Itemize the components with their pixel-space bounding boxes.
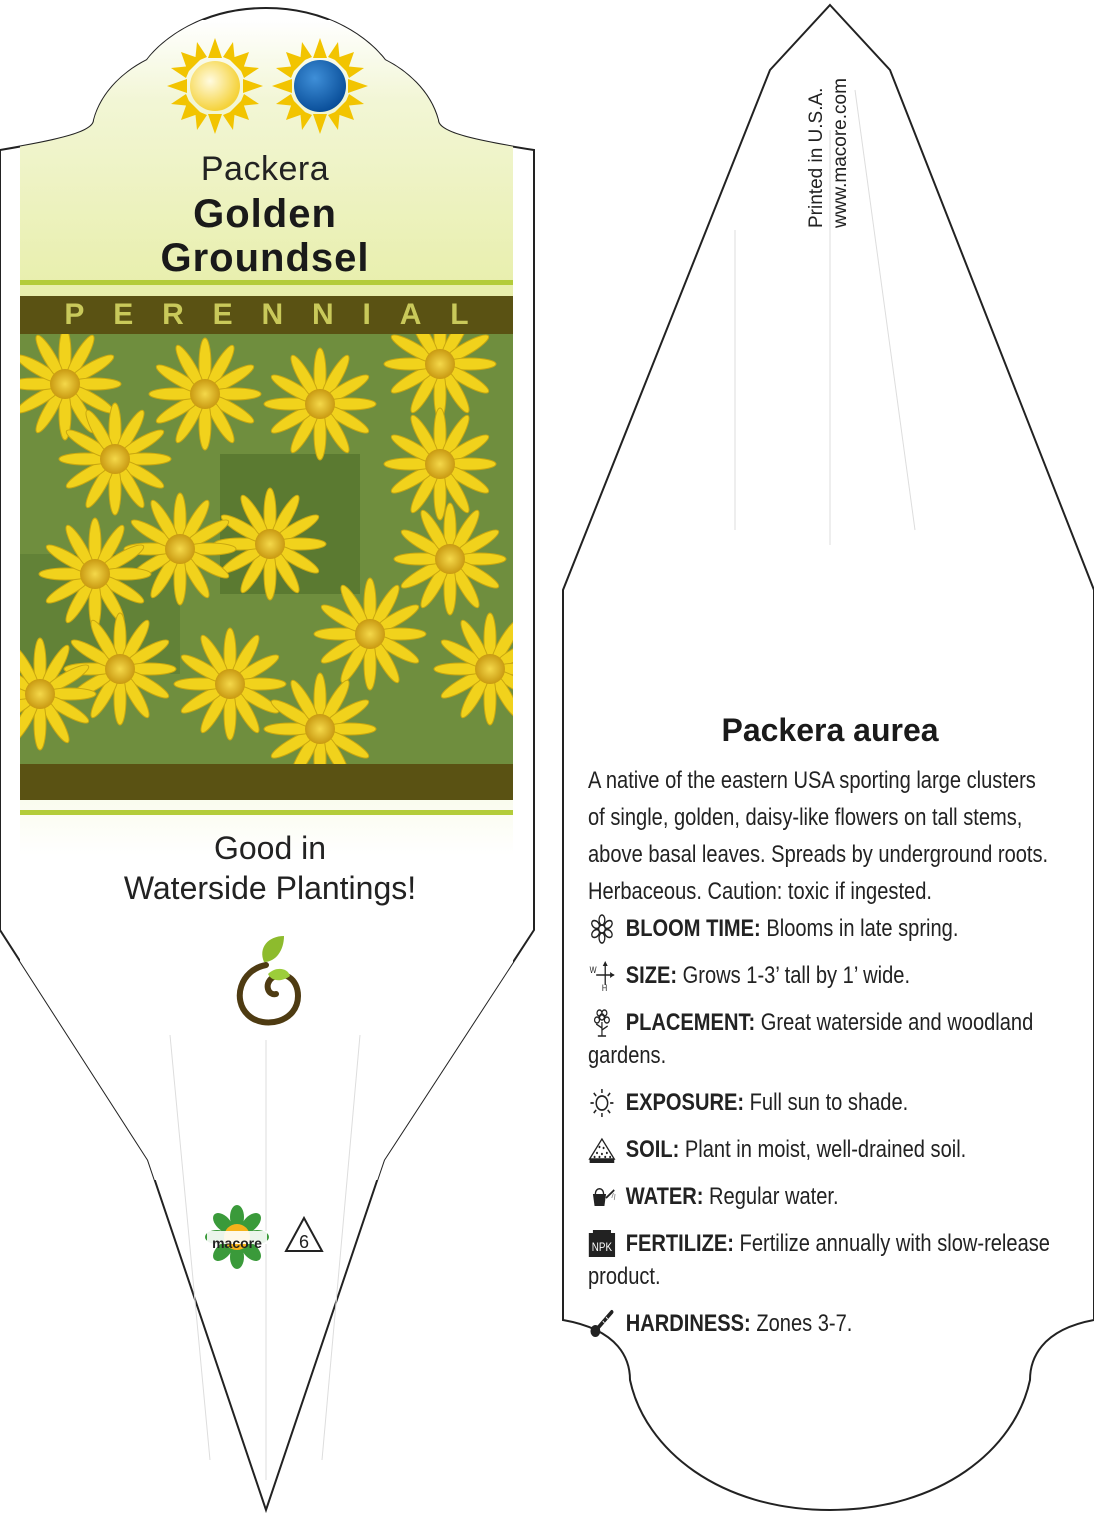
care-soil <box>588 1133 1060 1166</box>
care-label: SOIL: <box>625 1136 680 1163</box>
care-water <box>588 1180 1060 1213</box>
category-letter: E <box>113 298 134 331</box>
category-letter: L <box>450 298 469 331</box>
care-text: Great waterside and woodland gardens. <box>588 1009 1034 1069</box>
category-letter: I <box>362 298 371 331</box>
flower-icon <box>588 914 616 944</box>
soil-icon <box>588 1135 616 1165</box>
care-text: Plant in moist, well-drained soil. <box>679 1136 967 1163</box>
common-prefix: Packera <box>200 150 330 188</box>
size-icon <box>588 961 616 991</box>
care-text: Blooms in late spring. <box>760 915 959 942</box>
macore-wordmark: macore <box>212 1235 262 1251</box>
tagline-line2: Waterside Plantings! <box>123 870 417 906</box>
printed-line2: www.macore.com <box>830 78 851 228</box>
shade-icon <box>270 36 370 136</box>
care-text: Fertilize annually with slow-release product. <box>588 1230 1050 1290</box>
botanical-name: Packera aurea <box>721 712 939 748</box>
recycle-code: 6 <box>298 1232 310 1252</box>
care-hardiness <box>588 1307 1060 1340</box>
care-list <box>588 912 1060 1354</box>
care-label: FERTILIZE: <box>625 1230 734 1257</box>
watering-can-icon <box>588 1182 616 1212</box>
plant-description <box>588 762 1064 910</box>
npk-label: NPK <box>591 1241 613 1255</box>
tagline <box>60 828 480 908</box>
plant-name <box>60 192 470 280</box>
category-letter: A <box>399 298 422 331</box>
category-letter: R <box>162 298 184 331</box>
care-label: EXPOSURE: <box>625 1089 745 1116</box>
category-letter: E <box>212 298 233 331</box>
printed-info <box>805 78 853 228</box>
care-text: Regular water. <box>703 1183 839 1210</box>
description-line: Herbaceous. Caution: toxic if ingested. <box>588 878 932 905</box>
care-label: HARDINESS: <box>625 1310 751 1337</box>
care-label: PLACEMENT: <box>625 1009 756 1036</box>
care-label: SIZE: <box>625 962 678 989</box>
plant-name-line2: Groundsel <box>160 236 370 280</box>
full-sun-icon <box>165 36 265 136</box>
flower-photo <box>20 334 513 764</box>
size-h-letter: H <box>601 983 608 991</box>
category-letter: N <box>261 298 284 331</box>
description-line: A native of the eastern USA sporting large clusters <box>588 767 1036 794</box>
care-label: WATER: <box>625 1183 704 1210</box>
care-fertilize <box>588 1227 1060 1293</box>
care-bloom-time <box>588 912 1060 945</box>
care-label: BLOOM TIME: <box>625 915 761 942</box>
category-letter: N <box>312 298 334 331</box>
category-label <box>20 296 513 334</box>
placement-icon <box>588 1008 616 1038</box>
care-exposure <box>588 1086 1060 1119</box>
macore-logo <box>205 1205 275 1270</box>
description-line: above basal leaves. Spreads by underground roots. <box>588 841 1049 868</box>
description-line: of single, golden, daisy-like flowers on tall stems, <box>588 804 1023 831</box>
size-w-letter: W <box>589 965 597 976</box>
care-text: Zones 3-7. <box>750 1310 853 1337</box>
tagline-line1: Good in <box>213 830 327 866</box>
plant-name-line1: Golden <box>193 192 337 236</box>
leaf-swirl-logo <box>228 930 308 1030</box>
printed-line1: Printed in U.S.A. <box>806 87 827 228</box>
npk-icon <box>588 1229 616 1259</box>
care-text: Full sun to shade. <box>744 1089 909 1116</box>
recycle-icon <box>283 1215 325 1257</box>
care-placement <box>588 1006 1060 1072</box>
category-letter: P <box>64 298 85 331</box>
care-size <box>588 959 1060 992</box>
care-text: Grows 1-3’ tall by 1’ wide. <box>677 962 911 989</box>
thermometer-icon <box>588 1309 616 1339</box>
sun-outline-icon <box>588 1088 616 1118</box>
